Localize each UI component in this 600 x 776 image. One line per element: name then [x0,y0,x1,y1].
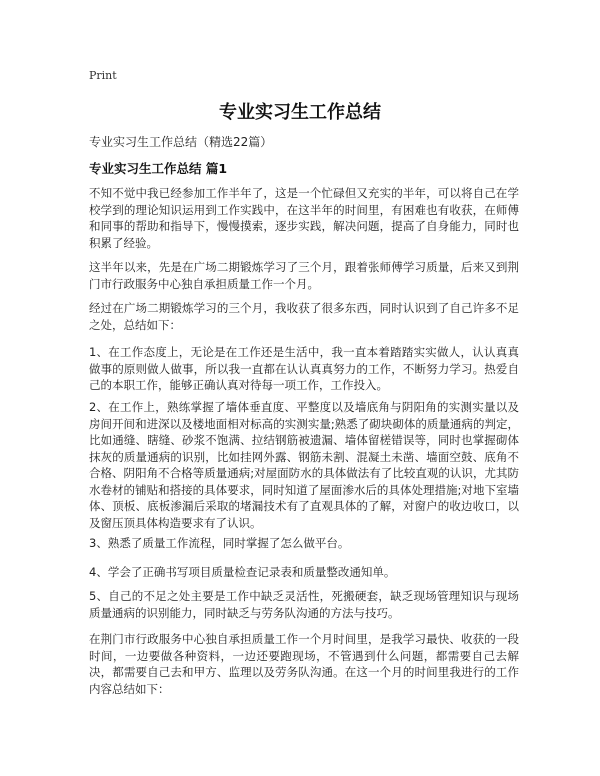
print-link[interactable]: Print [89,69,117,82]
paragraph-point-3: 3、熟悉了质量工作流程，同时掌握了怎么做平台。 [89,536,350,550]
paragraph-jingmen: 在荆门市行政服务中心独自承担质量工作一个月时间里，是我学习最快、收获的一段时间，一边要做各种资料，一边还要跑现场，不管遇到什么问题，都需要自己去解决，都需要自己去和甲方、监理以及劳务队沟通。在这一个月的时间里我进行的工作内容总结如下： [89,632,519,696]
paragraph-point-1: 1、在工作态度上，无论是在工作还是生活中，我一直本着踏踏实实做人，认认真真做事的原则做人做事，所以我一直都在认认真真努力的工作，不断努力学习。热爱自己的本职工作，能够正确认真对待每一项工作，工作投入。 [89,345,519,392]
paragraph-summary-intro: 经过在广场二期锻炼学习的三个月，我收获了很多东西，同时认识到了自己许多不足之处，总结如下： [89,301,519,332]
page-title: 专业实习生工作总结 [219,102,381,123]
paragraph-intro: 不知不觉中我已经参加工作半年了，这是一个忙碌但又充实的半年，可以将自己在学校学到的理论知识运用到工作实践中，在这半年的时间里，有困难也有收获，在师傅和同事的帮助和指导下，慢慢摸索，逐步实践，解决问题，提高了自身能力，同时也积累了经验。 [89,186,519,250]
document-subtitle: 专业实习生工作总结（精选22篇） [89,135,273,149]
paragraph-timeline: 这半年以来，先是在广场二期锻炼学习了三个月，跟着张师傅学习质量，后来又到荆门市行政服务中心独自承担质量工作一个月。 [89,260,519,291]
section-heading: 专业实习生工作总结 篇1 [89,161,228,176]
paragraph-point-5: 5、自己的不足之处主要是工作中缺乏灵活性，死搬硬套，缺乏现场管理知识与现场质量通病的识别能力，同时缺乏与劳务队沟通的方法与技巧。 [89,589,519,620]
paragraph-point-2: 2、在工作上，熟练掌握了墙体垂直度、平整度以及墙底角与阴阳角的实测实量以及房间开间和进深以及楼地面相对标高的实测实量;熟悉了砌块砌体的质量通病的判定，比如通缝、瞎缝、砂浆不饱满、拉结钢筋被遗漏、墙体留槎错误等，同时也掌握砌体抹灰的质量通病的识别，比如挂网外露、钢筋未割、混凝土未凿、墙面空鼓、底角不合格、阴阳角不合格等质量通病;对屋面防水的具体做法有了比较直观的认识，尤其防水卷材的铺贴和搭接的具体要求，同时知道了屋面渗水后的具体处理措施;对地下室墙体、顶板、底板渗漏后采取的堵漏技术有了直观具体的了解，对窗户的收边收口，以及窗压顶具体构造要求有了认识。 [89,400,519,530]
paragraph-point-4: 4、学会了正确书写项目质量检查记录表和质量整改通知单。 [89,565,396,579]
